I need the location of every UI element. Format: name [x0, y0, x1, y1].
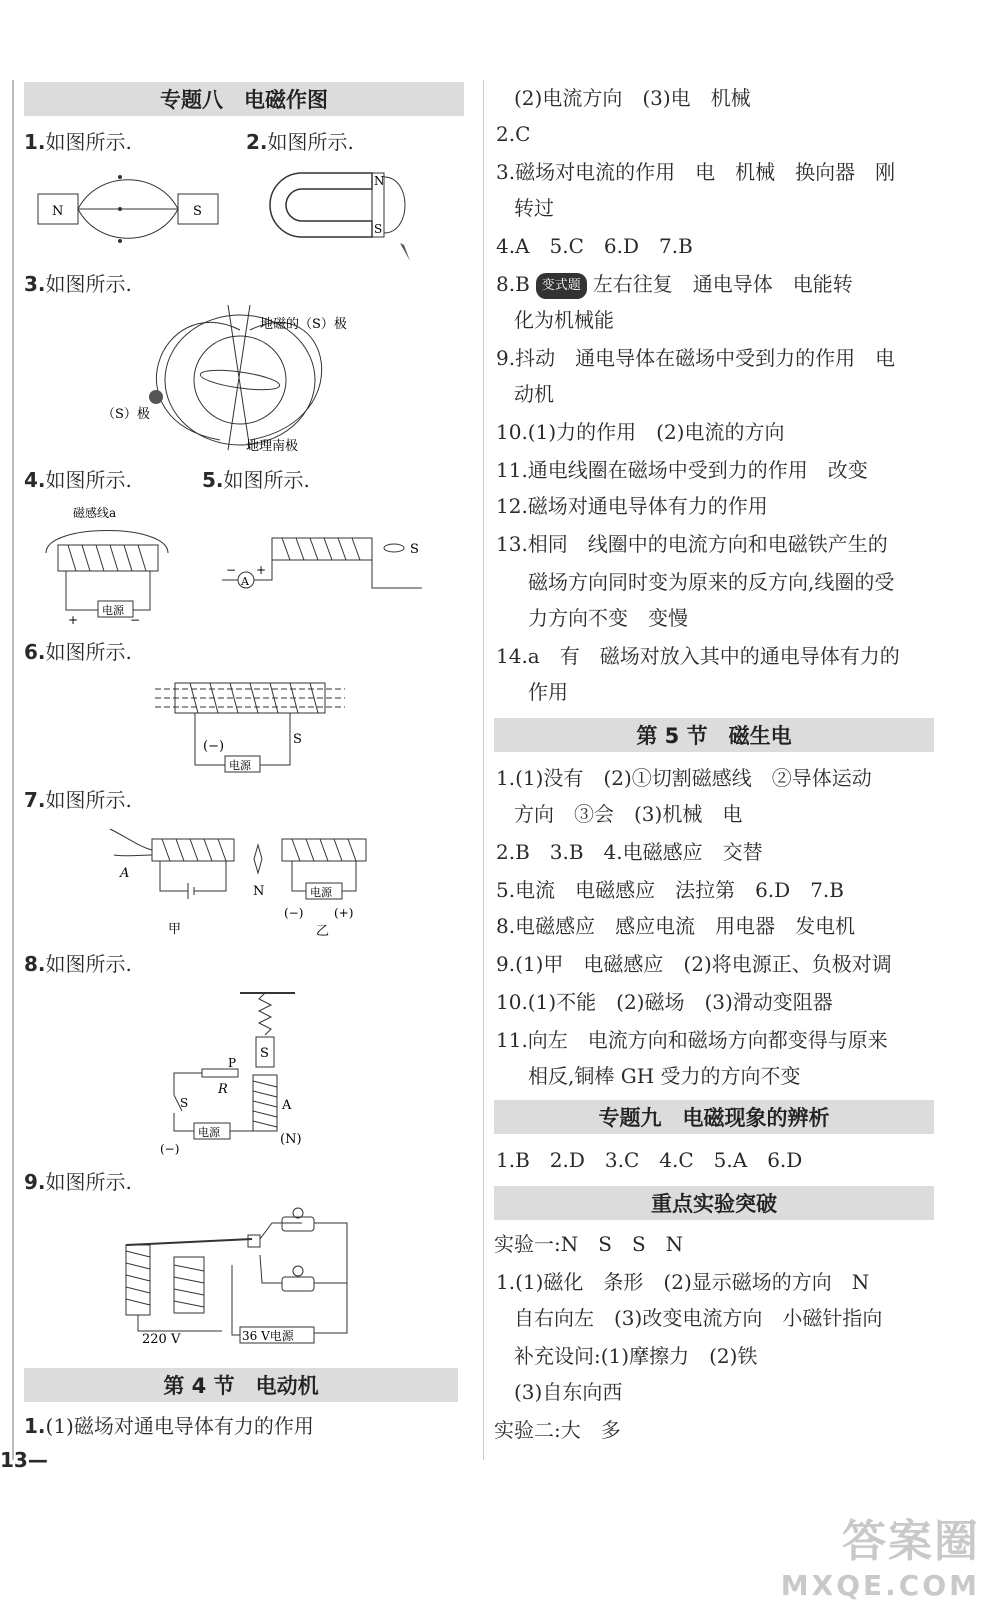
figure-8-spring-magnet	[160, 985, 340, 1155]
answer-line: 5.电流 电磁感应 法拉第 6.D 7.B	[496, 878, 844, 902]
section-header-ch4: 第 4 节 电动机	[24, 1368, 458, 1402]
switch-s-label-6: S	[293, 732, 302, 747]
figure-1-bar-magnet-field	[38, 170, 218, 255]
pole-s-label: S	[193, 204, 202, 219]
figure-9-relay-circuit	[122, 1205, 362, 1355]
pole-n-label: N	[52, 204, 64, 219]
plus-label-4: +	[68, 613, 79, 627]
section-header-ch5: 第 5 节 磁生电	[494, 718, 934, 752]
item-1: 1.如图所示.	[24, 130, 132, 154]
item-4: 4.如图所示.	[24, 468, 132, 492]
answer-line: 9.(1)甲 电磁感应 (2)将电源正、负极对调	[496, 952, 892, 976]
minus-paren-7: (−)	[284, 906, 304, 920]
answer-line: 磁场方向同时变为原来的反方向,线圈的受	[528, 570, 895, 594]
answer-line: 转过	[514, 196, 554, 220]
label-jia: 甲	[168, 922, 182, 937]
power-label-6: 电源	[229, 759, 251, 772]
watermark: 答案圈 MXQE.COM	[780, 1516, 980, 1602]
answer-line: 2.C	[496, 122, 531, 146]
answer-line: 作用	[528, 680, 568, 704]
section-header-topic9: 专题九 电磁现象的辨析	[494, 1100, 934, 1134]
item-7: 7.如图所示.	[24, 788, 132, 812]
answer-line: 8.电磁感应 感应电流 用电器 发电机	[496, 914, 856, 938]
u-magnet-n-label: N	[374, 174, 385, 188]
n-paren-8: (N)	[280, 1132, 302, 1147]
variant-badge: 变式题	[536, 273, 587, 299]
answer-line: 4.A 5.C 6.D 7.B	[496, 234, 693, 258]
figure-2-u-magnet	[262, 165, 422, 265]
answer-line: 力方向不变 变慢	[528, 606, 688, 630]
minus-paren-8: (−)	[160, 1142, 180, 1156]
answer-line: 自右向左 (3)改变电流方向 小磁针指向	[514, 1306, 883, 1330]
answer-line: 9.抖动 通电导体在磁场中受到力的作用 电	[496, 346, 896, 370]
answer-line: 14.a 有 磁场对放入其中的通电导体有力的	[496, 644, 900, 668]
needle-s-label-5: S	[410, 542, 419, 557]
label-yi: 乙	[316, 924, 330, 939]
label-a-7: A	[120, 866, 130, 881]
answer-line: 11.通电线圈在磁场中受到力的作用 改变	[496, 458, 868, 482]
answer-line: 1.B 2.D 3.C 4.C 5.A 6.D	[496, 1148, 803, 1172]
answer-line: 3.磁场对电流的作用 电 机械 换向器 刚	[496, 160, 896, 184]
figure-4-solenoid	[38, 505, 178, 625]
geo-magnetic-s-label: 地磁的（S）极	[260, 317, 347, 332]
item-2: 2.如图所示.	[246, 130, 354, 154]
answer-line: 动机	[514, 382, 554, 406]
answer-line: 1.(1)磁化 条形 (2)显示磁场的方向 N	[496, 1270, 870, 1294]
plus-label-5: +	[256, 563, 267, 577]
label-r: R	[218, 1082, 228, 1097]
item-5: 5.如图所示.	[202, 468, 310, 492]
item-ch4-1: 1.(1)磁场对通电导体有力的作用	[24, 1414, 314, 1438]
answer-line: 13.相同 线圈中的电流方向和电磁铁产生的	[496, 532, 888, 556]
left-margin-rule	[12, 80, 14, 1460]
item-9: 9.如图所示.	[24, 1170, 132, 1194]
label-a-8: A	[282, 1098, 292, 1113]
field-line-a-label: 磁感线a	[73, 506, 117, 520]
geo-south-label: 地理南极	[246, 439, 299, 454]
answer-line: 补充设问:(1)摩擦力 (2)铁	[514, 1344, 758, 1368]
needle-n-label-7: N	[253, 884, 265, 899]
answer-line: 11.向左 电流方向和磁场方向都变得与原来	[496, 1028, 888, 1052]
36v-label: 36 V电源	[242, 1329, 294, 1343]
figure-3-earth-field	[100, 300, 400, 455]
section-header-topic8: 专题八 电磁作图	[24, 82, 464, 116]
item-3: 3.如图所示.	[24, 272, 132, 296]
item-6: 6.如图所示.	[24, 640, 132, 664]
item-8: 8.如图所示.	[24, 952, 132, 976]
page-number: 13—	[0, 1448, 48, 1472]
answer-line: 12.磁场对通电导体有力的作用	[496, 494, 768, 518]
answer-line: 10.(1)不能 (2)磁场 (3)滑动变阻器	[496, 990, 833, 1014]
answer-line: 1.(1)没有 (2)①切割磁感线 ②导体运动	[496, 766, 872, 790]
needle-s-pole-label: （S）极	[102, 407, 150, 422]
plus-paren-7: (+)	[334, 906, 354, 920]
section-header-experiments: 重点实验突破	[494, 1186, 934, 1220]
power-label-4: 电源	[102, 604, 124, 617]
answer-line: 实验一:N S S N	[494, 1232, 684, 1256]
figure-5-solenoid-ammeter	[222, 530, 432, 600]
answer-line: 2.B 3.B 4.电磁感应 交替	[496, 840, 763, 864]
answer-line: (3)自东向西	[514, 1380, 623, 1404]
answer-line: 实验二:大 多	[494, 1418, 621, 1442]
column-divider	[483, 80, 484, 1460]
minus-label-5: −	[226, 563, 237, 577]
switch-s-label-8: S	[180, 1096, 189, 1110]
220v-label: 220 V	[142, 1332, 181, 1347]
u-magnet-s-label: S	[374, 222, 383, 236]
answer-line: 方向 ③会 (3)机械 电	[514, 802, 743, 826]
figure-6-solenoid-field	[155, 675, 355, 780]
ammeter-label: A	[241, 575, 249, 588]
minus-label-4: −	[130, 613, 141, 627]
magnet-s-label-8: S	[260, 1046, 269, 1061]
answer-line: 10.(1)力的作用 (2)电流的方向	[496, 420, 785, 444]
answer-line: (2)电流方向 (3)电 机械	[514, 86, 751, 110]
figure-7-two-coils	[110, 825, 390, 940]
power-label-8: 电源	[198, 1126, 220, 1139]
answer-line: 8.B 变式题 左右往复 通电导体 电能转	[496, 272, 853, 299]
label-p: P	[228, 1056, 237, 1070]
minus-paren-6: (−)	[203, 739, 225, 754]
answer-line: 化为机械能	[514, 308, 614, 332]
answer-line: 相反,铜棒 GH 受力的方向不变	[528, 1064, 801, 1088]
power-label-7: 电源	[310, 886, 332, 899]
